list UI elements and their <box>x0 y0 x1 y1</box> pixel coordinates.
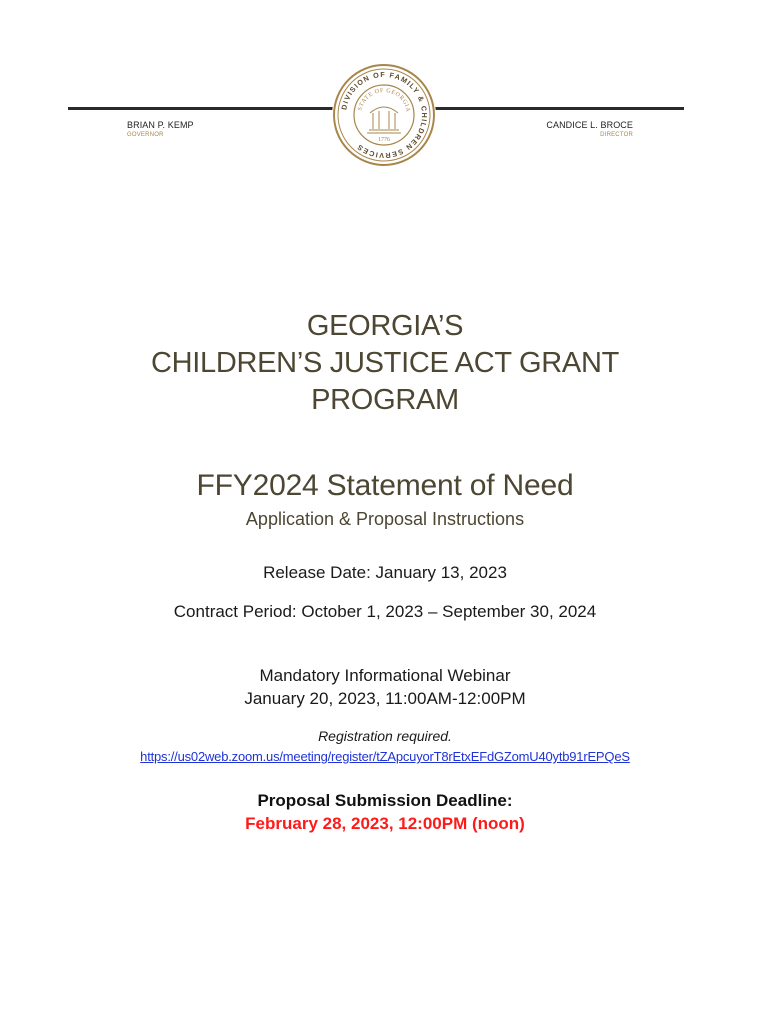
registration-link[interactable]: https://us02web.zoom.us/meeting/register/tZApcuyorT8rEtxEFdGZomU40ytb91rEPQeS <box>140 749 630 764</box>
governor-block <box>127 121 194 138</box>
release-date-block <box>0 561 770 584</box>
director-title: DIRECTOR <box>600 132 633 138</box>
dfcs-seal-logo <box>332 63 436 167</box>
seal-year: 1776 <box>378 137 390 143</box>
registration-note: Registration required. <box>318 728 452 744</box>
governor-name: BRIAN P. KEMP <box>127 120 194 130</box>
subtitle-block <box>0 469 770 503</box>
subsubtitle-block <box>0 509 770 530</box>
deadline-block <box>0 791 770 834</box>
seal-icon <box>332 63 436 167</box>
title-line-3: PROGRAM <box>311 384 459 416</box>
title-line-1: GEORGIA’S <box>306 310 464 342</box>
webinar-block <box>0 664 770 710</box>
deadline-label: Proposal Submission Deadline: <box>257 791 513 810</box>
title-block <box>0 308 770 419</box>
director-block <box>546 121 633 138</box>
contract-period: Contract Period: October 1, 2023 – September 30, 2024 <box>173 602 597 621</box>
statement-of-need-title: FFY2024 Statement of Need <box>196 469 574 502</box>
instructions-subtitle: Application & Proposal Instructions <box>245 509 525 529</box>
deadline-date: February 28, 2023, 12:00PM (noon) <box>245 814 525 833</box>
registration-block <box>0 728 770 744</box>
title-line-2: CHILDREN’S JUSTICE ACT GRANT <box>150 347 620 379</box>
seal-ring-text: DIVISION OF FAMILY & CHILDREN SERVICES <box>339 69 430 161</box>
release-date: Release Date: January 13, 2023 <box>263 563 507 582</box>
seal-inner-text: STATE OF GEORGIA <box>357 87 411 113</box>
webinar-title: Mandatory Informational Webinar <box>259 666 511 685</box>
registration-link-block <box>0 748 770 766</box>
director-name: CANDICE L. BROCE <box>546 120 633 130</box>
webinar-datetime: January 20, 2023, 11:00AM-12:00PM <box>244 689 526 708</box>
contract-period-block <box>0 600 770 623</box>
governor-title: GOVERNOR <box>127 132 164 138</box>
